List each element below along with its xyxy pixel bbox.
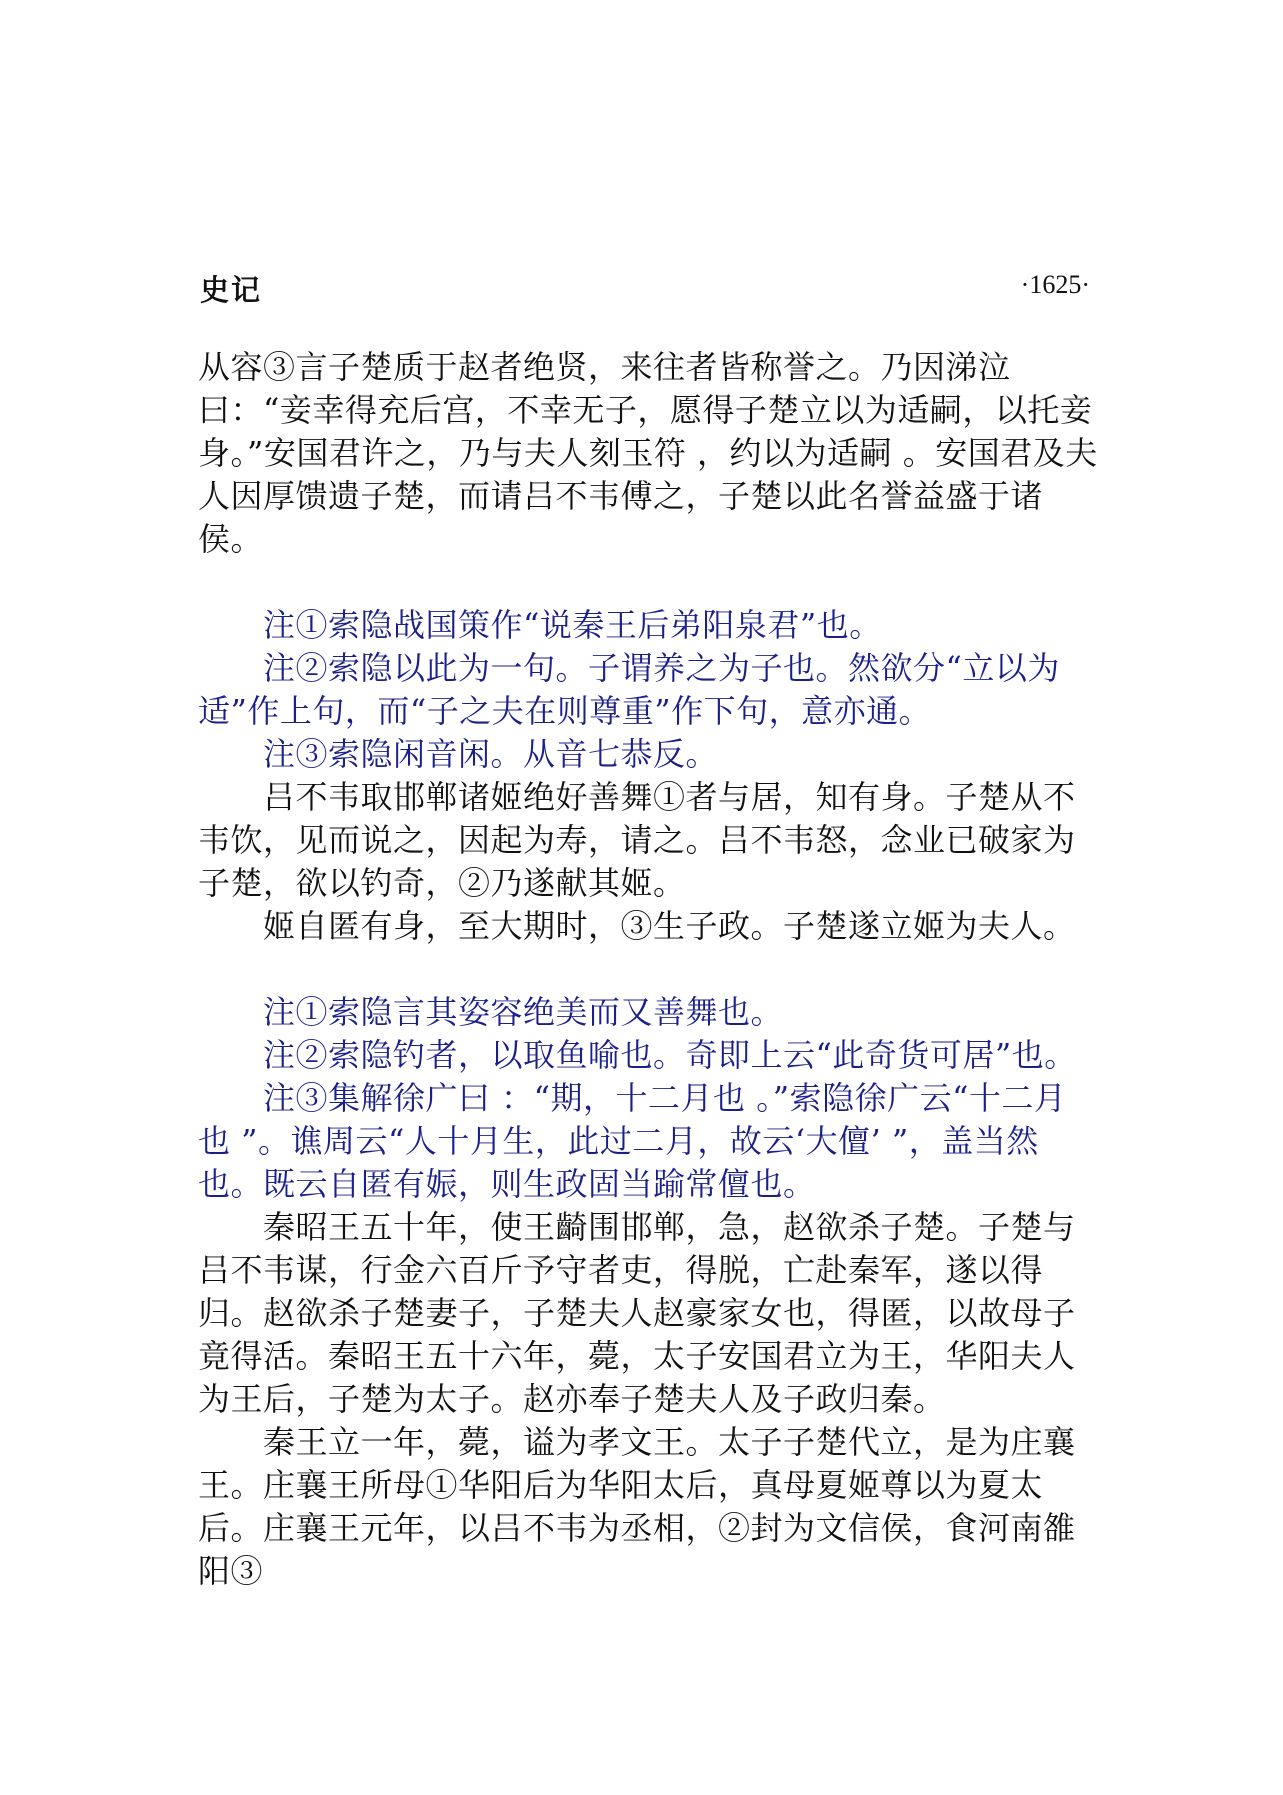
page-header xyxy=(200,268,1090,308)
paragraph-gap xyxy=(198,561,1098,604)
body-paragraph: 从容③言子楚质于赵者绝贤，来往者皆称誉之。乃因涕泣曰：“妾幸得充后宫，不幸无子，愿得子楚立以为适嗣，以托妾身。”安国君许之，乃与夫人刻玉符 ，约以为适嗣 。安国君及夫人因厚馈遗子楚，而请吕不韦傅之，子楚以此名誉益盛于诸侯。 xyxy=(198,348,1098,558)
body-paragraph: 秦王立一年，薨，谥为孝文王。太子子楚代立，是为庄襄王。庄襄王所母①华阳后为华阳太后，真母夏姬尊以为夏太后。庄襄王元年，以吕不韦为丞相，②封为文信侯，食河南雒阳③ xyxy=(198,1423,1076,1590)
page-number: ·1625· xyxy=(1020,270,1090,299)
body-paragraph: 秦昭王五十年，使王齮围邯郸，急，赵欲杀子楚。子楚与吕不韦谋，行金六百斤予守者吏，得脱，亡赴秦军，遂以得归。赵欲杀子楚妻子，子楚夫人赵豪家女也，得匿，以故母子竟得活。秦昭王五十六年，薨，太子安国君立为王，华阳夫人为王后，子楚为太子。赵亦奉子楚夫人及子政归秦。 xyxy=(198,1208,1076,1418)
body-paragraph: 吕不韦取邯郸诸姬绝好善舞①者与居，知有身。子楚从不韦饮，见而说之，因起为寿，请之。吕不韦怒，念业已破家为子楚，欲以钓奇，②乃遂献其姬。 xyxy=(198,778,1076,902)
annotation-note: 注②索隐以此为一句。子谓养之为子也。然欲分“立以为适”作上句，而“子之夫在则尊重”作下句，意亦通。 xyxy=(198,649,1060,730)
book-title: 史记 xyxy=(200,273,263,307)
annotation-note: 注③集解徐广曰 ：“期，十二月也 。”索隐徐广云“十二月也 ”。谯周云“人十月生，此过二月，故云‘大儃’ ”，盖当然也。既云自匿有娠，则生政固当踰常儃也。 xyxy=(198,1079,1067,1203)
annotation-note: 注①索隐言其姿容绝美而又善舞也。 xyxy=(263,993,784,1031)
annotation-note: 注②索隐钓者，以取鱼喻也。奇即上云“此奇货可居”也。 xyxy=(263,1036,1077,1074)
page-content xyxy=(198,346,1098,1593)
body-paragraph: 姬自匿有身，至大期时，③生子政。子楚遂立姬为夫人。 xyxy=(263,907,1076,945)
annotation-note: 注①索隐战国策作“说秦王后弟阳泉君”也。 xyxy=(263,606,882,644)
paragraph-gap xyxy=(198,948,1098,991)
annotation-note: 注③索隐闲音闲。从音七恭反。 xyxy=(263,735,719,773)
